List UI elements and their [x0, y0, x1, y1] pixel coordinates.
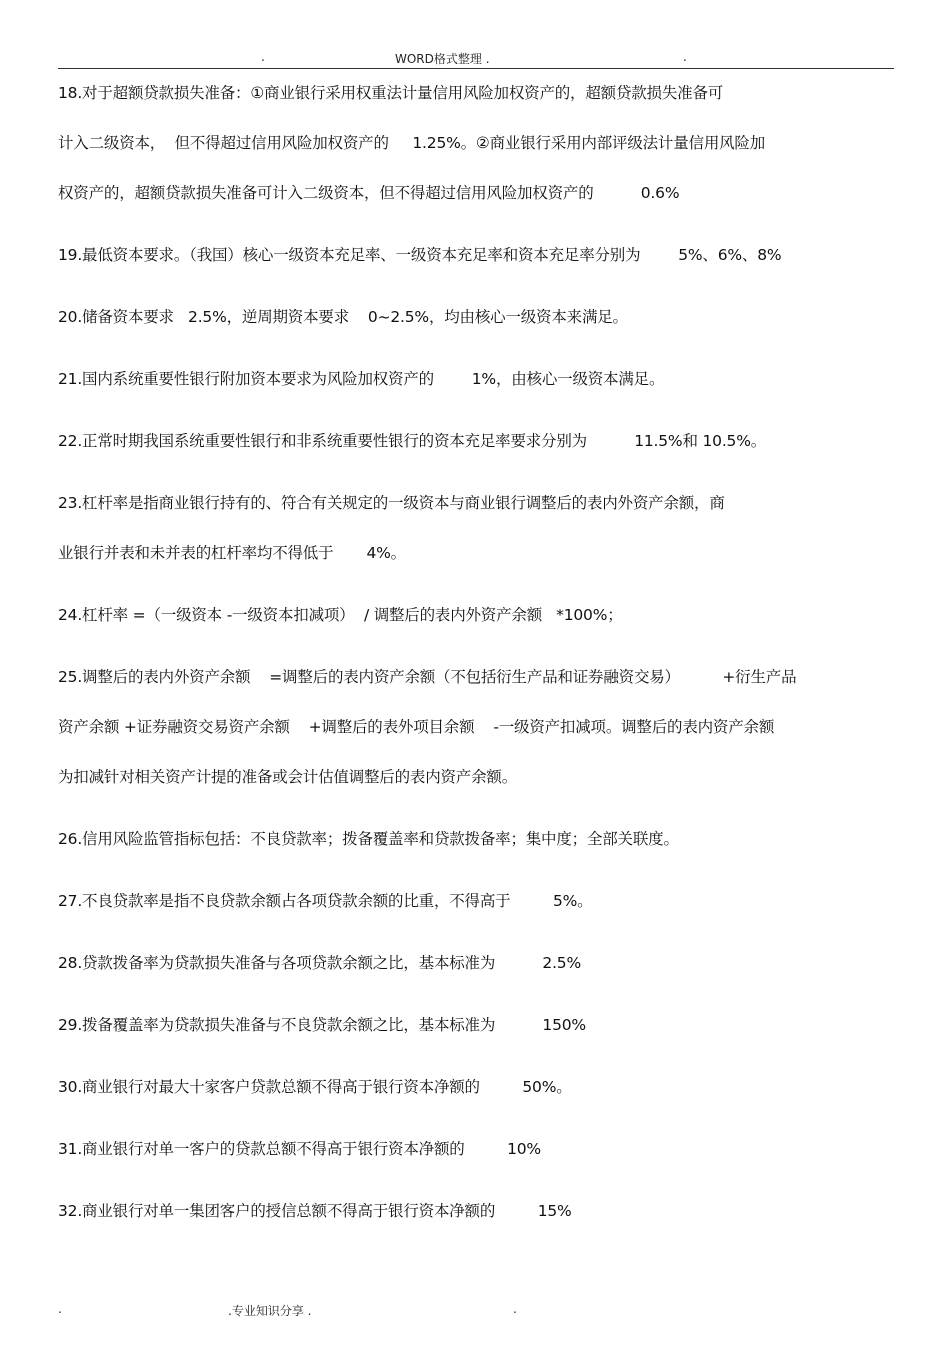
page-footer [58, 1302, 894, 1322]
paragraph-line: 26.信用风险监管指标包括：不良贷款率；拨备覆盖率和贷款拨备率；集中度；全部关联度。 [58, 830, 679, 848]
header-dot-left: . [261, 50, 265, 64]
list-item [58, 824, 903, 886]
paragraph-line: 权资产的，超额贷款损失准备可计入二级资本，但不得超过信用风险加权资产的 0.6% [58, 184, 680, 202]
page-header [58, 44, 894, 69]
paragraph-line: 21.国内系统重要性银行附加资本要求为风险加权资产的 1%，由核心一级资本满足。 [58, 370, 665, 388]
paragraph-line: 22.正常时期我国系统重要性银行和非系统重要性银行的资本充足率要求分别为 11.5%和 10.5%。 [58, 432, 767, 450]
list-item [58, 948, 903, 1010]
paragraph-line: 30.商业银行对最大十家客户贷款总额不得高于银行资本净额的 50%。 [58, 1078, 572, 1096]
paragraph-line: 计入二级资本， 但不得超过信用风险加权资产的 1.25%。②商业银行采用内部评级法计量信用风险加 [58, 134, 766, 152]
paragraph-line: 业银行并表和未并表的杠杆率均不得低于 4%。 [58, 544, 406, 562]
paragraph-line: 31.商业银行对单一客户的贷款总额不得高于银行资本净额的 10% [58, 1140, 541, 1158]
paragraph-line: 28.贷款拨备率为贷款损失准备与各项贷款余额之比，基本标准为 2.5% [58, 954, 582, 972]
paragraph-line: 25.调整后的表内外资产余额 =调整后的表内资产余额（不包括衍生产品和证券融资交易） +衍生产品 [58, 668, 797, 686]
paragraph-line: 23.杠杆率是指商业银行持有的、符合有关规定的一级资本与商业银行调整后的表内外资产余额，商 [58, 494, 725, 512]
document-body [58, 78, 903, 1258]
list-item [58, 886, 903, 948]
list-item [58, 364, 903, 426]
list-item [58, 240, 903, 302]
list-item [58, 1196, 903, 1258]
list-item [58, 488, 903, 600]
header-dot-right: . [683, 50, 687, 64]
paragraph-line: 18.对于超额贷款损失准备：①商业银行采用权重法计量信用风险加权资产的，超额贷款损失准备可 [58, 84, 724, 102]
paragraph-line: 24.杠杆率 =（一级资本 -一级资本扣减项） / 调整后的表内外资产余额 *100%； [58, 606, 623, 624]
header-title: WORD格式整理 . [395, 52, 490, 66]
list-item [58, 1134, 903, 1196]
paragraph-line: 为扣减针对相关资产计提的准备或会计估值调整后的表内资产余额。 [58, 768, 518, 786]
list-item [58, 302, 903, 364]
paragraph-line: 20.储备资本要求 2.5%，逆周期资本要求 0~2.5%，均由核心一级资本来满足。 [58, 308, 628, 326]
paragraph-line: 29.拨备覆盖率为贷款损失准备与不良贷款余额之比，基本标准为 150% [58, 1016, 586, 1034]
list-item [58, 426, 903, 488]
paragraph-line: 32.商业银行对单一集团客户的授信总额不得高于银行资本净额的 15% [58, 1202, 572, 1220]
paragraph-line: 资产余额 +证券融资交易资产余额 +调整后的表外项目余额 -一级资产扣减项。调整后的表内资产余额 [58, 718, 775, 736]
paragraph-line: 19.最低资本要求。（我国）核心一级资本充足率、一级资本充足率和资本充足率分别为 5%、6%、8% [58, 246, 782, 264]
list-item [58, 600, 903, 662]
list-item [58, 1010, 903, 1072]
footer-text: .专业知识分享 . [228, 1304, 312, 1318]
paragraph-line: 27.不良贷款率是指不良贷款余额占各项贷款余额的比重，不得高于 5%。 [58, 892, 593, 910]
footer-dot-left: . [58, 1302, 62, 1316]
list-item [58, 1072, 903, 1134]
list-item [58, 78, 903, 240]
list-item [58, 662, 903, 824]
footer-dot-right: . [513, 1302, 517, 1316]
